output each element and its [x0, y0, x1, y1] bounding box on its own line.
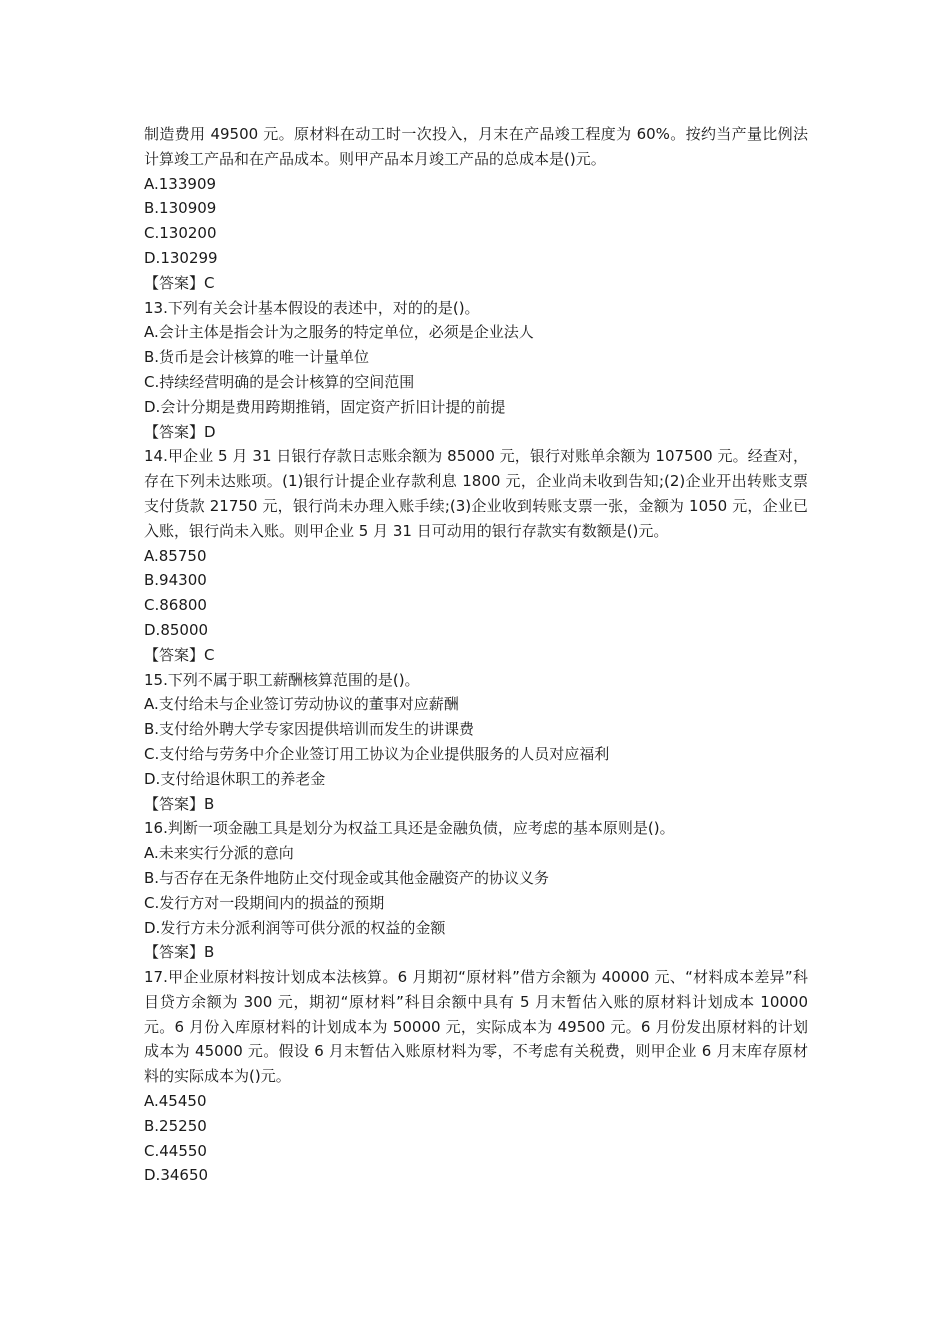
q17-option-d: D.34650	[144, 1166, 209, 1185]
q15-option-d: D.支付给退休职工的养老金	[144, 769, 326, 788]
q15-option-a: A.支付给未与企业签订劳动协议的董事对应薪酬	[144, 695, 459, 714]
q17-option-a: A.45450	[144, 1092, 207, 1111]
question-17-stem: 17.甲企业原材料按计划成本法核算。6 月期初“原材料”借方余额为 40000 元、“材料成本差异”科目贷方余额为 300 元，期初“原材料”科目余额中具有 5 月末暂估入账的原材料计划成本 10000 元。6 月份入库原材料的计划成本为 50000 元，实际成本为 49500 元。6 月份发出原材料的计划成本为 45000 元。假设 6 月末暂估入账原材料为零，不考虑有关税费，则甲企业 6 月末库存原材料的实际成本为()元。	[144, 968, 808, 1086]
q16-option-b: B.与否存在无条件地防止交付现金或其他金融资产的协议义务	[144, 868, 550, 887]
q17-option-c: C.44550	[144, 1141, 207, 1160]
q15-option-b: B.支付给外聘大学专家因提供培训而发生的讲课费	[144, 720, 475, 739]
document-page	[144, 122, 808, 1188]
q14-option-a: A.85750	[144, 546, 207, 565]
q12-option-b: B.130909	[144, 199, 217, 218]
q13-answer: 【答案】D	[144, 422, 216, 441]
question-12-stem-continued: 制造费用 49500 元。原材料在动工时一次投入，月末在产品竣工程度为 60%。按约当产量比例法计算竣工产品和在产品成本。则甲产品本月竣工产品的总成本是()元。	[144, 125, 808, 168]
question-15-stem: 15.下列不属于职工薪酬核算范围的是()。	[144, 670, 420, 689]
q12-answer: 【答案】C	[144, 273, 215, 292]
q16-option-d: D.发行方未分派利润等可供分派的权益的金额	[144, 918, 446, 937]
q13-option-b: B.货币是会计核算的唯一计量单位	[144, 348, 370, 367]
q15-answer: 【答案】B	[144, 794, 215, 813]
q13-option-c: C.持续经营明确的是会计核算的空间范围	[144, 372, 415, 391]
q15-option-c: C.支付给与劳务中介企业签订用工协议为企业提供服务的人员对应福利	[144, 744, 610, 763]
q16-option-c: C.发行方对一段期间内的损益的预期	[144, 893, 385, 912]
question-16-stem: 16.判断一项金融工具是划分为权益工具还是金融负债，应考虑的基本原则是()。	[144, 819, 675, 838]
q17-option-b: B.25250	[144, 1116, 207, 1135]
q14-option-b: B.94300	[144, 571, 207, 590]
q12-option-a: A.133909	[144, 174, 217, 193]
q14-answer: 【答案】C	[144, 645, 215, 664]
q16-option-a: A.未来实行分派的意向	[144, 844, 294, 863]
q13-option-a: A.会计主体是指会计为之服务的特定单位，必须是企业法人	[144, 323, 534, 342]
q14-option-c: C.86800	[144, 596, 207, 615]
q13-option-d: D.会计分期是费用跨期推销，固定资产折旧计提的前提	[144, 397, 506, 416]
q16-answer: 【答案】B	[144, 943, 215, 962]
q12-option-c: C.130200	[144, 224, 217, 243]
q14-option-d: D.85000	[144, 620, 209, 639]
question-13-stem: 13.下列有关会计基本假设的表述中，对的的是()。	[144, 298, 480, 317]
q12-option-d: D.130299	[144, 248, 218, 267]
question-14-stem: 14.甲企业 5 月 31 日银行存款日志账余额为 85000 元，银行对账单余额为 107500 元。经查对，存在下列未达账项。(1)银行计提企业存款利息 1800 元，企业尚未收到告知;(2)企业开出转账支票支付货款 21750 元，银行尚未办理入账手续;(3)企业收到转账支票一张，金额为 1050 元，企业已入账，银行尚未入账。则甲企业 5 月 31 日可动用的银行存款实有数额是()元。	[144, 447, 808, 540]
